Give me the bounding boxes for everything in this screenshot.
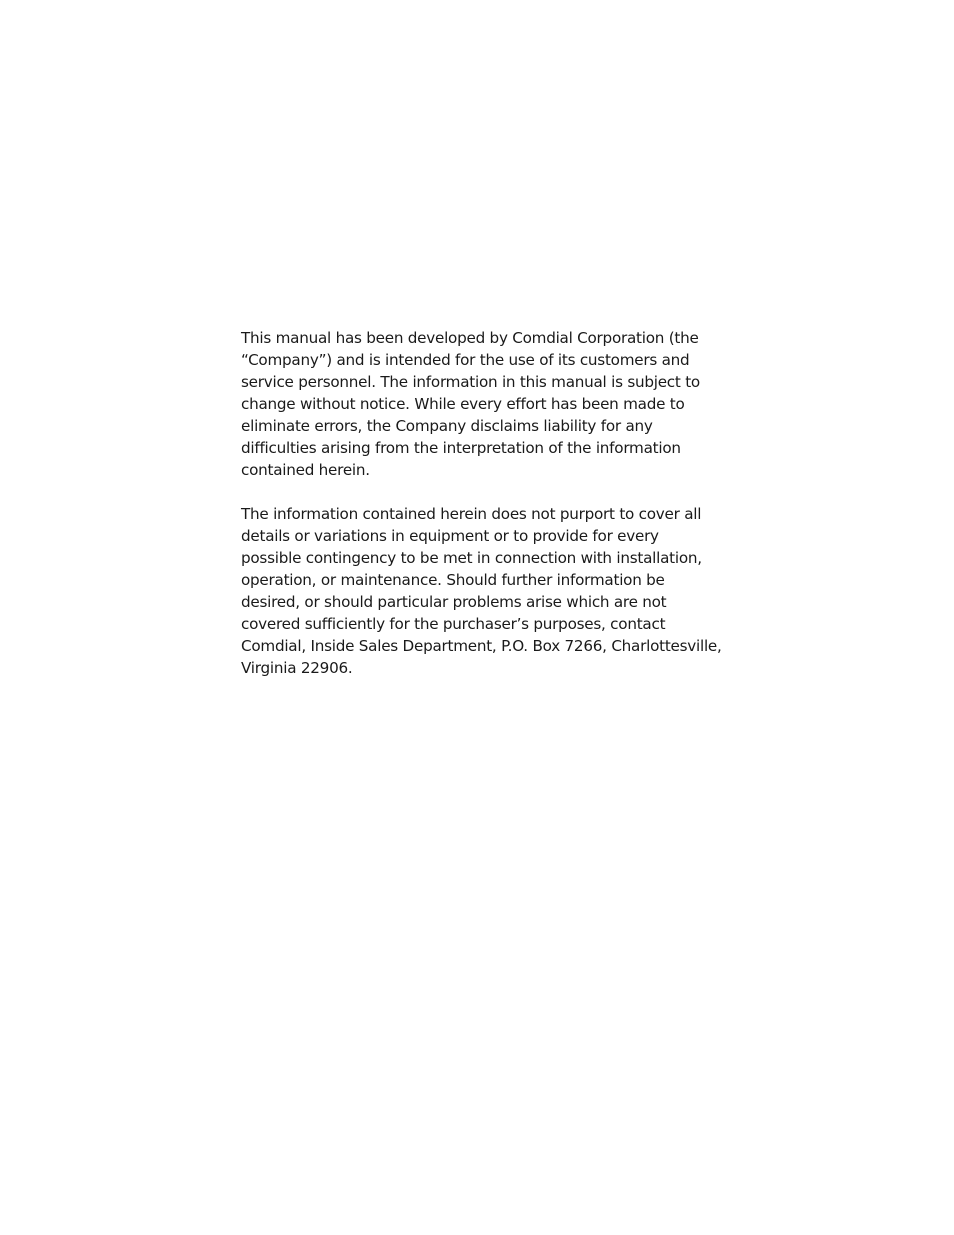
text-line: Comdial, Inside Sales Department, P.O. Box 7266, Charlottesville, [241,637,722,655]
text-line: The information contained herein does not purport to cover all [241,505,702,523]
text-line: This manual has been developed by Comdial Corporation (the [241,329,699,347]
text-line: “Company”) and is intended for the use of its customers and [241,351,690,369]
text-line: difficulties arising from the interpretation of the information [241,439,681,457]
text-line: covered sufficiently for the purchaser’s purposes, contact [241,615,666,633]
disclaimer-paragraph-1 [241,327,716,481]
text-line: service personnel. The information in this manual is subject to [241,373,700,391]
disclaimer-paragraph-2 [241,503,722,679]
text-line: operation, or maintenance. Should further information be [241,571,665,589]
text-line: Virginia 22906. [241,659,353,677]
text-line: possible contingency to be met in connection with installation, [241,549,702,567]
disclaimer-text [241,327,722,679]
text-line: eliminate errors, the Company disclaims liability for any [241,417,653,435]
text-line: contained herein. [241,461,370,479]
text-line: details or variations in equipment or to provide for every [241,527,659,545]
text-line: desired, or should particular problems arise which are not [241,593,667,611]
text-line: change without notice. While every effort has been made to [241,395,685,413]
